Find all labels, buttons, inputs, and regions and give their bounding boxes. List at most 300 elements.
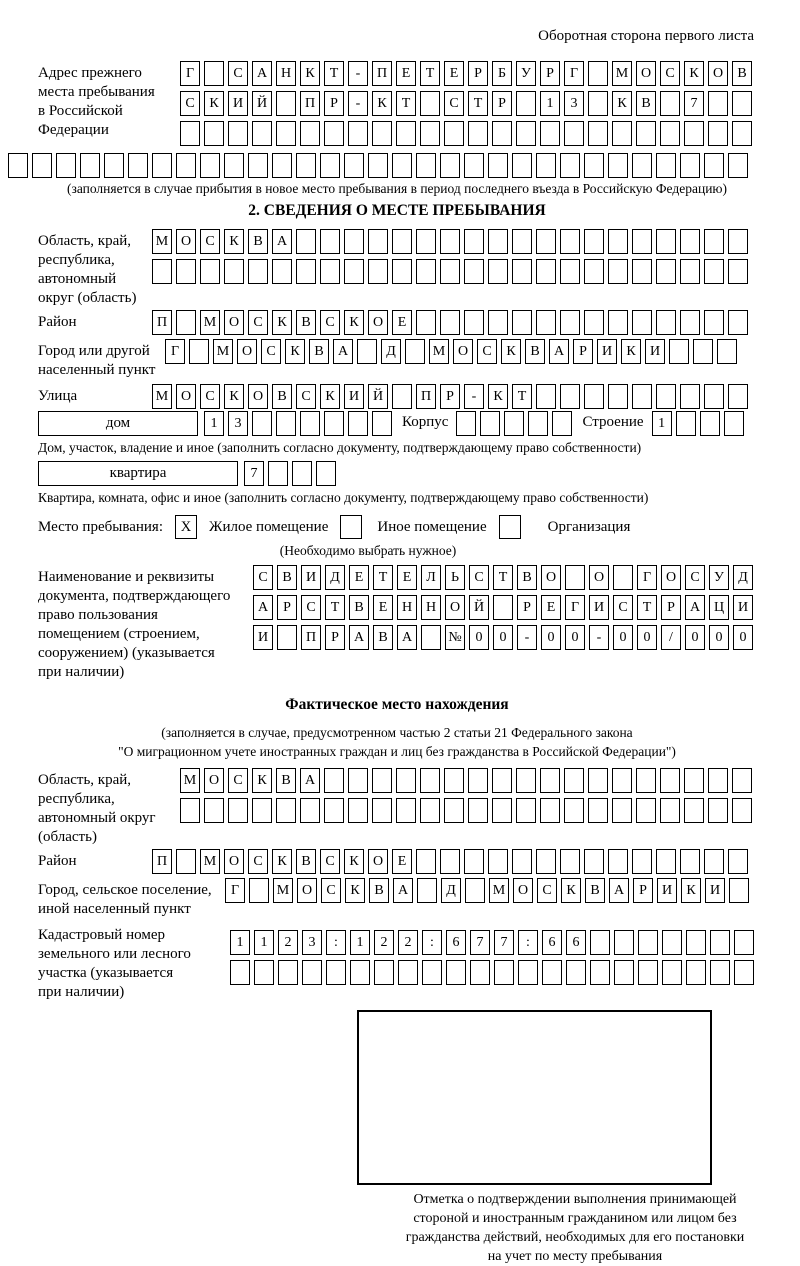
char-cell[interactable]: В xyxy=(309,339,329,364)
char-cell[interactable] xyxy=(724,411,744,436)
char-cell[interactable]: К xyxy=(681,878,701,903)
char-cell[interactable]: - xyxy=(589,625,609,650)
char-cell[interactable] xyxy=(152,259,172,284)
char-cell[interactable] xyxy=(732,768,752,793)
char-cell[interactable]: А xyxy=(549,339,569,364)
char-cell[interactable] xyxy=(704,310,724,335)
char-cell[interactable] xyxy=(420,91,440,116)
char-cell[interactable] xyxy=(372,798,392,823)
char-cell[interactable] xyxy=(710,930,730,955)
char-cell[interactable] xyxy=(662,930,682,955)
char-cell[interactable]: Е xyxy=(396,61,416,86)
char-cell[interactable] xyxy=(728,384,748,409)
char-cell[interactable]: О xyxy=(661,565,681,590)
char-cell[interactable] xyxy=(405,339,425,364)
char-cell[interactable]: С xyxy=(228,768,248,793)
char-cell[interactable] xyxy=(656,384,676,409)
char-cell[interactable] xyxy=(230,960,250,985)
char-cell[interactable]: Т xyxy=(325,595,345,620)
char-cell[interactable] xyxy=(608,849,628,874)
char-cell[interactable] xyxy=(566,960,586,985)
char-cell[interactable]: 0 xyxy=(685,625,705,650)
char-cell[interactable]: О xyxy=(453,339,473,364)
char-cell[interactable] xyxy=(396,121,416,146)
char-cell[interactable]: А xyxy=(300,768,320,793)
char-cell[interactable]: 7 xyxy=(244,461,264,486)
char-cell[interactable] xyxy=(728,259,748,284)
char-cell[interactable] xyxy=(392,229,412,254)
char-cell[interactable] xyxy=(516,91,536,116)
char-cell[interactable] xyxy=(584,849,604,874)
char-cell[interactable] xyxy=(660,798,680,823)
char-cell[interactable]: С xyxy=(477,339,497,364)
char-cell[interactable] xyxy=(368,153,388,178)
char-cell[interactable]: О xyxy=(445,595,465,620)
char-cell[interactable] xyxy=(204,121,224,146)
char-cell[interactable] xyxy=(614,960,634,985)
char-cell[interactable]: С xyxy=(261,339,281,364)
char-cell[interactable] xyxy=(320,229,340,254)
char-cell[interactable] xyxy=(560,229,580,254)
char-cell[interactable]: К xyxy=(320,384,340,409)
char-cell[interactable] xyxy=(465,878,485,903)
char-cell[interactable] xyxy=(656,849,676,874)
char-cell[interactable]: 1 xyxy=(254,930,274,955)
char-cell[interactable] xyxy=(564,798,584,823)
char-cell[interactable] xyxy=(440,229,460,254)
char-cell[interactable] xyxy=(296,259,316,284)
char-cell[interactable]: - xyxy=(464,384,484,409)
char-cell[interactable] xyxy=(693,339,713,364)
other-premises-checkbox[interactable] xyxy=(340,515,362,539)
char-cell[interactable] xyxy=(416,229,436,254)
char-cell[interactable] xyxy=(560,310,580,335)
char-cell[interactable] xyxy=(392,259,412,284)
char-cell[interactable] xyxy=(684,768,704,793)
char-cell[interactable]: Д xyxy=(325,565,345,590)
char-cell[interactable]: 7 xyxy=(470,930,490,955)
residential-premises-checkbox[interactable]: X xyxy=(175,515,197,539)
char-cell[interactable] xyxy=(662,960,682,985)
char-cell[interactable]: Н xyxy=(397,595,417,620)
char-cell[interactable] xyxy=(560,259,580,284)
char-cell[interactable]: О xyxy=(368,310,388,335)
char-cell[interactable]: С xyxy=(248,310,268,335)
char-cell[interactable] xyxy=(316,461,336,486)
char-cell[interactable] xyxy=(344,259,364,284)
char-cell[interactable] xyxy=(638,960,658,985)
char-cell[interactable]: Е xyxy=(349,565,369,590)
char-cell[interactable] xyxy=(80,153,100,178)
char-cell[interactable]: К xyxy=(344,310,364,335)
char-cell[interactable]: Е xyxy=(392,849,412,874)
char-cell[interactable] xyxy=(292,461,312,486)
char-cell[interactable]: Д xyxy=(381,339,401,364)
char-cell[interactable] xyxy=(560,849,580,874)
char-cell[interactable] xyxy=(656,259,676,284)
char-cell[interactable] xyxy=(302,960,322,985)
char-cell[interactable] xyxy=(528,411,548,436)
char-cell[interactable]: К xyxy=(204,91,224,116)
char-cell[interactable]: В xyxy=(296,849,316,874)
char-cell[interactable]: П xyxy=(416,384,436,409)
char-cell[interactable]: Т xyxy=(512,384,532,409)
char-cell[interactable]: А xyxy=(252,61,272,86)
char-cell[interactable]: С xyxy=(320,310,340,335)
char-cell[interactable] xyxy=(372,121,392,146)
char-cell[interactable]: О xyxy=(204,768,224,793)
char-cell[interactable] xyxy=(612,768,632,793)
char-cell[interactable] xyxy=(636,768,656,793)
char-cell[interactable]: Д xyxy=(733,565,753,590)
char-cell[interactable] xyxy=(540,768,560,793)
char-cell[interactable]: Р xyxy=(633,878,653,903)
char-cell[interactable]: - xyxy=(348,91,368,116)
char-cell[interactable] xyxy=(464,153,484,178)
char-cell[interactable] xyxy=(632,259,652,284)
char-cell[interactable] xyxy=(416,259,436,284)
char-cell[interactable]: Ц xyxy=(709,595,729,620)
char-cell[interactable] xyxy=(357,339,377,364)
char-cell[interactable]: К xyxy=(252,768,272,793)
char-cell[interactable]: Е xyxy=(397,565,417,590)
char-cell[interactable] xyxy=(708,798,728,823)
char-cell[interactable]: П xyxy=(300,91,320,116)
char-cell[interactable] xyxy=(464,310,484,335)
char-cell[interactable] xyxy=(176,849,196,874)
char-cell[interactable] xyxy=(708,768,728,793)
char-cell[interactable] xyxy=(588,61,608,86)
char-cell[interactable] xyxy=(396,768,416,793)
char-cell[interactable]: Л xyxy=(421,565,441,590)
char-cell[interactable] xyxy=(372,411,392,436)
char-cell[interactable]: Р xyxy=(440,384,460,409)
char-cell[interactable]: Р xyxy=(325,625,345,650)
char-cell[interactable]: С xyxy=(248,849,268,874)
char-cell[interactable] xyxy=(200,153,220,178)
char-cell[interactable] xyxy=(676,411,696,436)
char-cell[interactable]: 7 xyxy=(684,91,704,116)
char-cell[interactable]: 2 xyxy=(398,930,418,955)
char-cell[interactable] xyxy=(560,384,580,409)
char-cell[interactable]: И xyxy=(733,595,753,620)
char-cell[interactable]: А xyxy=(393,878,413,903)
char-cell[interactable] xyxy=(440,153,460,178)
char-cell[interactable] xyxy=(536,229,556,254)
char-cell[interactable] xyxy=(512,229,532,254)
char-cell[interactable] xyxy=(680,229,700,254)
char-cell[interactable]: К xyxy=(372,91,392,116)
char-cell[interactable]: Н xyxy=(421,595,441,620)
char-cell[interactable]: 0 xyxy=(637,625,657,650)
char-cell[interactable]: В xyxy=(369,878,389,903)
char-cell[interactable]: К xyxy=(344,849,364,874)
char-cell[interactable] xyxy=(732,798,752,823)
char-cell[interactable] xyxy=(717,339,737,364)
char-cell[interactable]: В xyxy=(525,339,545,364)
char-cell[interactable] xyxy=(680,384,700,409)
char-cell[interactable] xyxy=(504,411,524,436)
char-cell[interactable] xyxy=(638,930,658,955)
char-cell[interactable] xyxy=(300,798,320,823)
char-cell[interactable]: В xyxy=(373,625,393,650)
char-cell[interactable] xyxy=(488,849,508,874)
char-cell[interactable] xyxy=(669,339,689,364)
char-cell[interactable]: В xyxy=(276,768,296,793)
organization-checkbox[interactable] xyxy=(499,515,521,539)
char-cell[interactable]: С xyxy=(200,384,220,409)
char-cell[interactable]: О xyxy=(589,565,609,590)
char-cell[interactable]: № xyxy=(445,625,465,650)
char-cell[interactable] xyxy=(228,121,248,146)
char-cell[interactable] xyxy=(248,259,268,284)
char-cell[interactable] xyxy=(536,384,556,409)
char-cell[interactable] xyxy=(344,229,364,254)
char-cell[interactable] xyxy=(564,768,584,793)
char-cell[interactable] xyxy=(444,121,464,146)
char-cell[interactable] xyxy=(540,121,560,146)
char-cell[interactable]: 0 xyxy=(469,625,489,650)
char-cell[interactable] xyxy=(734,930,754,955)
char-cell[interactable]: 3 xyxy=(302,930,322,955)
char-cell[interactable]: О xyxy=(224,310,244,335)
char-cell[interactable] xyxy=(276,121,296,146)
char-cell[interactable]: : xyxy=(422,930,442,955)
char-cell[interactable] xyxy=(398,960,418,985)
char-cell[interactable] xyxy=(470,960,490,985)
char-cell[interactable] xyxy=(416,310,436,335)
char-cell[interactable]: 0 xyxy=(709,625,729,650)
char-cell[interactable]: 1 xyxy=(204,411,224,436)
char-cell[interactable] xyxy=(324,121,344,146)
char-cell[interactable] xyxy=(252,121,272,146)
char-cell[interactable] xyxy=(296,153,316,178)
char-cell[interactable] xyxy=(588,91,608,116)
char-cell[interactable]: 3 xyxy=(564,91,584,116)
char-cell[interactable]: О xyxy=(513,878,533,903)
char-cell[interactable] xyxy=(296,229,316,254)
char-cell[interactable]: М xyxy=(429,339,449,364)
char-cell[interactable] xyxy=(700,411,720,436)
char-cell[interactable] xyxy=(612,798,632,823)
char-cell[interactable] xyxy=(680,259,700,284)
char-cell[interactable] xyxy=(704,153,724,178)
char-cell[interactable] xyxy=(608,384,628,409)
char-cell[interactable] xyxy=(512,259,532,284)
char-cell[interactable]: У xyxy=(709,565,729,590)
char-cell[interactable]: С xyxy=(320,849,340,874)
char-cell[interactable]: С xyxy=(200,229,220,254)
char-cell[interactable]: А xyxy=(685,595,705,620)
char-cell[interactable] xyxy=(584,310,604,335)
char-cell[interactable] xyxy=(704,229,724,254)
char-cell[interactable] xyxy=(348,798,368,823)
char-cell[interactable]: 6 xyxy=(446,930,466,955)
char-cell[interactable] xyxy=(464,229,484,254)
char-cell[interactable] xyxy=(684,121,704,146)
char-cell[interactable] xyxy=(588,798,608,823)
char-cell[interactable]: В xyxy=(636,91,656,116)
char-cell[interactable] xyxy=(248,153,268,178)
char-cell[interactable]: Т xyxy=(420,61,440,86)
char-cell[interactable]: О xyxy=(297,878,317,903)
char-cell[interactable] xyxy=(456,411,476,436)
char-cell[interactable]: - xyxy=(348,61,368,86)
char-cell[interactable] xyxy=(324,768,344,793)
char-cell[interactable]: 6 xyxy=(566,930,586,955)
char-cell[interactable] xyxy=(300,411,320,436)
char-cell[interactable]: О xyxy=(636,61,656,86)
char-cell[interactable]: А xyxy=(333,339,353,364)
char-cell[interactable]: А xyxy=(272,229,292,254)
char-cell[interactable] xyxy=(656,310,676,335)
char-cell[interactable]: И xyxy=(597,339,617,364)
char-cell[interactable] xyxy=(492,121,512,146)
char-cell[interactable]: К xyxy=(501,339,521,364)
char-cell[interactable]: Н xyxy=(276,61,296,86)
char-cell[interactable] xyxy=(728,153,748,178)
char-cell[interactable] xyxy=(320,153,340,178)
char-cell[interactable] xyxy=(464,259,484,284)
char-cell[interactable] xyxy=(512,849,532,874)
char-cell[interactable]: К xyxy=(345,878,365,903)
char-cell[interactable] xyxy=(104,153,124,178)
char-cell[interactable] xyxy=(272,153,292,178)
char-cell[interactable] xyxy=(374,960,394,985)
char-cell[interactable] xyxy=(708,91,728,116)
char-cell[interactable] xyxy=(200,259,220,284)
char-cell[interactable] xyxy=(608,259,628,284)
char-cell[interactable] xyxy=(444,768,464,793)
char-cell[interactable]: Т xyxy=(637,595,657,620)
confirmation-stamp-box[interactable] xyxy=(357,1010,712,1185)
char-cell[interactable]: И xyxy=(301,565,321,590)
char-cell[interactable]: И xyxy=(589,595,609,620)
char-cell[interactable]: 3 xyxy=(228,411,248,436)
char-cell[interactable] xyxy=(176,259,196,284)
char-cell[interactable]: К xyxy=(272,310,292,335)
char-cell[interactable]: К xyxy=(488,384,508,409)
char-cell[interactable] xyxy=(440,259,460,284)
char-cell[interactable]: Е xyxy=(373,595,393,620)
char-cell[interactable] xyxy=(552,411,572,436)
char-cell[interactable] xyxy=(228,798,248,823)
char-cell[interactable]: Г xyxy=(225,878,245,903)
char-cell[interactable] xyxy=(278,960,298,985)
char-cell[interactable]: С xyxy=(660,61,680,86)
char-cell[interactable] xyxy=(614,930,634,955)
char-cell[interactable]: В xyxy=(248,229,268,254)
char-cell[interactable] xyxy=(612,121,632,146)
char-cell[interactable] xyxy=(224,259,244,284)
char-cell[interactable]: В xyxy=(272,384,292,409)
char-cell[interactable]: 0 xyxy=(613,625,633,650)
char-cell[interactable] xyxy=(636,798,656,823)
char-cell[interactable]: Б xyxy=(492,61,512,86)
char-cell[interactable] xyxy=(276,411,296,436)
char-cell[interactable]: К xyxy=(561,878,581,903)
char-cell[interactable] xyxy=(728,229,748,254)
char-cell[interactable]: Е xyxy=(444,61,464,86)
char-cell[interactable]: Г xyxy=(180,61,200,86)
char-cell[interactable]: Ь xyxy=(445,565,465,590)
char-cell[interactable]: К xyxy=(621,339,641,364)
char-cell[interactable] xyxy=(249,878,269,903)
char-cell[interactable]: 1 xyxy=(540,91,560,116)
char-cell[interactable] xyxy=(680,153,700,178)
char-cell[interactable]: М xyxy=(489,878,509,903)
char-cell[interactable] xyxy=(516,768,536,793)
char-cell[interactable] xyxy=(300,121,320,146)
char-cell[interactable] xyxy=(392,153,412,178)
char-cell[interactable] xyxy=(444,798,464,823)
char-cell[interactable] xyxy=(542,960,562,985)
char-cell[interactable] xyxy=(56,153,76,178)
char-cell[interactable]: Т xyxy=(396,91,416,116)
char-cell[interactable]: О xyxy=(248,384,268,409)
char-cell[interactable] xyxy=(272,259,292,284)
char-cell[interactable]: И xyxy=(253,625,273,650)
char-cell[interactable] xyxy=(176,310,196,335)
char-cell[interactable]: И xyxy=(645,339,665,364)
char-cell[interactable]: В xyxy=(296,310,316,335)
char-cell[interactable] xyxy=(608,229,628,254)
char-cell[interactable] xyxy=(324,798,344,823)
char-cell[interactable] xyxy=(632,153,652,178)
char-cell[interactable] xyxy=(536,849,556,874)
char-cell[interactable] xyxy=(536,310,556,335)
char-cell[interactable]: С xyxy=(301,595,321,620)
char-cell[interactable] xyxy=(728,849,748,874)
char-cell[interactable] xyxy=(660,768,680,793)
char-cell[interactable] xyxy=(488,310,508,335)
char-cell[interactable] xyxy=(152,153,172,178)
char-cell[interactable]: 0 xyxy=(733,625,753,650)
char-cell[interactable]: У xyxy=(516,61,536,86)
char-cell[interactable] xyxy=(704,849,724,874)
char-cell[interactable]: Т xyxy=(468,91,488,116)
char-cell[interactable] xyxy=(584,259,604,284)
char-cell[interactable]: Й xyxy=(252,91,272,116)
char-cell[interactable]: Р xyxy=(661,595,681,620)
char-cell[interactable] xyxy=(492,768,512,793)
char-cell[interactable] xyxy=(729,878,749,903)
char-cell[interactable]: В xyxy=(517,565,537,590)
char-cell[interactable] xyxy=(422,960,442,985)
char-cell[interactable]: Г xyxy=(637,565,657,590)
char-cell[interactable]: Р xyxy=(324,91,344,116)
char-cell[interactable]: И xyxy=(344,384,364,409)
char-cell[interactable]: М xyxy=(273,878,293,903)
char-cell[interactable] xyxy=(632,384,652,409)
char-cell[interactable]: В xyxy=(732,61,752,86)
char-cell[interactable]: П xyxy=(372,61,392,86)
char-cell[interactable] xyxy=(224,153,244,178)
char-cell[interactable]: Т xyxy=(373,565,393,590)
char-cell[interactable] xyxy=(372,768,392,793)
char-cell[interactable] xyxy=(536,153,556,178)
char-cell[interactable]: М xyxy=(180,768,200,793)
char-cell[interactable] xyxy=(468,121,488,146)
char-cell[interactable] xyxy=(8,153,28,178)
char-cell[interactable]: Г xyxy=(165,339,185,364)
char-cell[interactable]: Р xyxy=(573,339,593,364)
char-cell[interactable]: / xyxy=(661,625,681,650)
char-cell[interactable] xyxy=(732,121,752,146)
char-cell[interactable]: С xyxy=(537,878,557,903)
char-cell[interactable]: К xyxy=(684,61,704,86)
char-cell[interactable] xyxy=(493,595,513,620)
